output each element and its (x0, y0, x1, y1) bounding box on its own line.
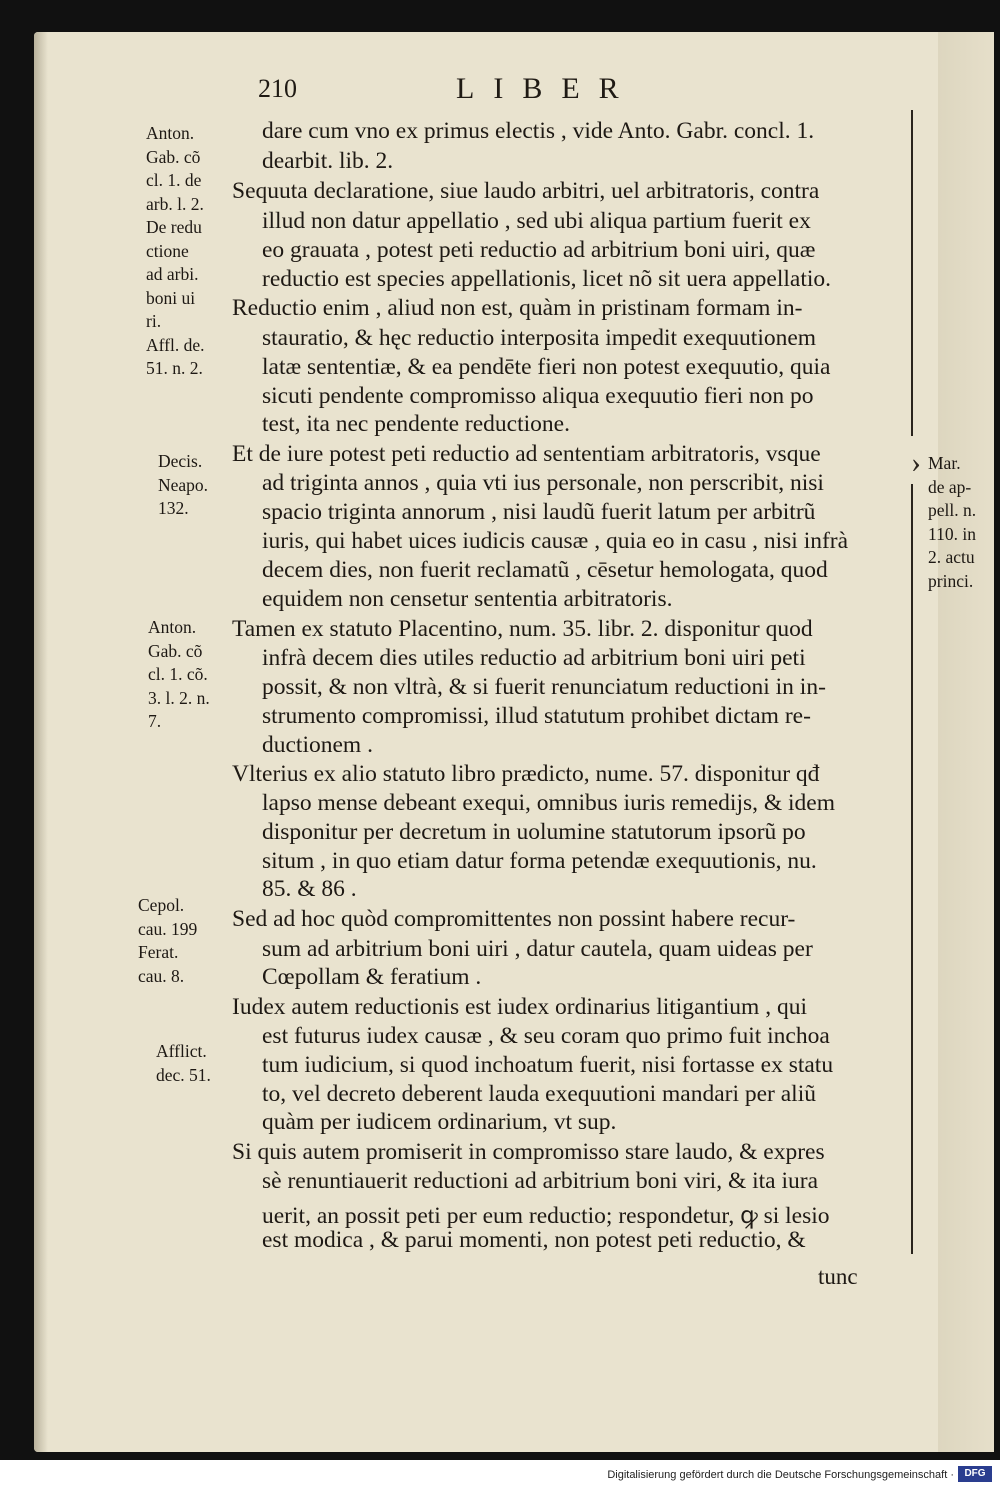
text-line: stauratio, & hęc reductio interposita impedit exequutionem (262, 325, 817, 351)
page-gutter-shadow (34, 32, 48, 1452)
note-line: Neapo. (158, 474, 209, 495)
facing-page-edge (938, 32, 994, 1452)
text-line: Et de iure potest peti reductio ad sententiam arbitratoris, vsque (232, 441, 821, 467)
text-line: to, vel decreto deberent lauda exequutioni mandari per aliũ (262, 1081, 816, 1107)
text-line: dare cum vno ex primus electis , vide Anto. Gabr. concl. 1. (262, 118, 815, 144)
note-line: Anton. (148, 617, 197, 637)
note-line: Gab. cõ (146, 146, 201, 167)
text-line: uerit, an possit peti per eum reductio; respondetur, ꝙ si lesio (262, 1203, 830, 1229)
note-line: 3. l. 2. n. (148, 687, 210, 708)
note-line: pell. n. (928, 500, 977, 520)
note-line: cau. 8. (138, 965, 185, 986)
note-line: 2. actu (928, 547, 975, 567)
text-line: strumento compromissi, illud statutum prohibet dictam re- (262, 703, 811, 729)
text-line: latæ sententiæ, & ea pendēte fieri non potest exequutio, quia (262, 354, 831, 380)
margin-note-left (146, 122, 204, 381)
text-line: Tamen ex statuto Placentino, num. 35. libr. 2. disponitur quod (232, 616, 813, 642)
running-head: LIBER (456, 72, 638, 105)
text-line: infrà decem dies utiles reductio ad arbitrium boni uiri peti (262, 645, 806, 671)
funding-credit: Digitalisierung gefördert durch die Deutsche Forschungsgemeinschaft · (607, 1469, 954, 1481)
text-line: quàm per iudicem ordinarium, vt sup. (262, 1109, 617, 1135)
footer-bar (0, 1460, 1000, 1489)
margin-note-left (158, 450, 208, 521)
note-line: 7. (148, 711, 162, 731)
text-line: ductionem . (262, 732, 373, 758)
text-line: test, ita nec pendente reductione. (262, 411, 570, 437)
margin-rule-lower (911, 484, 913, 1254)
note-line: Cepol. (138, 895, 185, 915)
page-number: 210 (258, 74, 297, 103)
note-line: arb. l. 2. (146, 193, 204, 214)
note-line: Mar. (928, 453, 961, 473)
text-line: situm , in quo etiam datur forma petendæ exequutionis, nu. (262, 848, 817, 874)
text-line: Vlterius ex alio statuto libro prædicto, nume. 57. disponitur qđ (232, 761, 820, 787)
note-line: Anton. (146, 123, 195, 143)
note-line: princi. (928, 570, 974, 591)
text-line: sum ad arbitrium boni uiri , datur cautela, quam uideas per (262, 936, 813, 962)
text-line: 85. & 86 . (262, 876, 357, 902)
text-line: illud non datur appellatio , sed ubi aliqua partium fuerit ex (262, 208, 811, 234)
text-line: disponitur per decretum in uolumine statutorum ipsorũ po (262, 819, 806, 845)
text-line: sè renuntiauerit reductioni ad arbitrium boni viri, & ita iura (262, 1168, 819, 1194)
text-line: lapso mense debeant exequi, omnibus iuris remedijs, & idem (262, 790, 836, 816)
text-line: Sed ad hoc quòd compromittentes non possint habere recur- (232, 906, 796, 932)
text-line: reductio est species appellationis, licet nõ sit uera appellatio. (262, 266, 832, 292)
note-line: ctione (146, 240, 189, 261)
text-line: Cœpollam & feratium . (262, 964, 482, 990)
dfg-logo-icon: DFG (958, 1466, 992, 1482)
text-line: tum iudicium, si quod inchoatum fuerit, nisi fortasse ex statu (262, 1052, 834, 1078)
note-line: Decis. (158, 451, 203, 471)
note-line: de ap- (928, 476, 972, 497)
margin-note-left (148, 616, 210, 734)
note-line: De redu (146, 217, 202, 237)
page-header (258, 72, 698, 110)
text-line: equidem non censetur sententia arbitratoris. (262, 586, 673, 612)
margin-rule-upper (911, 110, 913, 436)
note-line: 51. n. 2. (146, 358, 203, 378)
text-line: est futurus iudex causæ , & seu coram quo primo fuit inchoa (262, 1023, 830, 1049)
text-line: Si quis autem promiserit in compromisso stare laudo, & expres (232, 1139, 825, 1165)
text-line: possit, & non vltrà, & si fuerit renunciatum reductioni in in- (262, 674, 826, 700)
text-line: ad triginta annos , quia vti ius personale, non perscribit, nisi (262, 470, 824, 496)
text-line: Iudex autem reductionis est iudex ordinarius litigantium , qui (232, 994, 807, 1020)
note-line: cl. 1. de (146, 170, 202, 190)
note-line: ad arbi. (146, 264, 199, 284)
note-line: cau. 199 (138, 918, 198, 939)
note-line: cl. 1. cõ. (148, 664, 208, 684)
text-line: iuris, qui habet uices iudicis causæ , quia eo in casu , nisi infrà (262, 528, 849, 554)
margin-brace: › (911, 446, 921, 479)
text-line: Sequuta declaratione, siue laudo arbitri, uel arbitratoris, contra (232, 178, 820, 204)
note-line: 132. (158, 498, 189, 518)
text-line: dearbit. lib. 2. (262, 148, 394, 174)
note-line: boni ui (146, 287, 196, 308)
note-line: Ferat. (138, 942, 179, 962)
note-line: Gab. cõ (148, 640, 203, 661)
note-line: 110. in (928, 523, 976, 544)
text-line: decem dies, non fuerit reclamatũ , cēsetur hemologata, quod (262, 557, 828, 583)
margin-note-left (156, 1040, 211, 1087)
note-line: Afflict. (156, 1041, 207, 1061)
note-line: dec. 51. (156, 1064, 211, 1085)
margin-note-left (138, 894, 197, 988)
text-line: spacio triginta annorum , nisi laudũ fuerit latum per arbitrũ (262, 499, 816, 525)
text-line: sicuti pendente compromisso aliqua exequutio fieri non po (262, 383, 814, 409)
text-line: Reductio enim , aliud non est, quàm in pristinam formam in- (232, 295, 803, 321)
note-line: Affl. de. (146, 334, 205, 355)
text-line: est modica , & parui momenti, non potest peti reductio, & (262, 1227, 806, 1253)
catchword: tunc (818, 1264, 858, 1289)
margin-note-right (928, 452, 976, 593)
note-line: ri. (146, 311, 162, 331)
text-line: eo grauata , potest peti reductio ad arbitrium boni uiri, quæ (262, 237, 816, 263)
